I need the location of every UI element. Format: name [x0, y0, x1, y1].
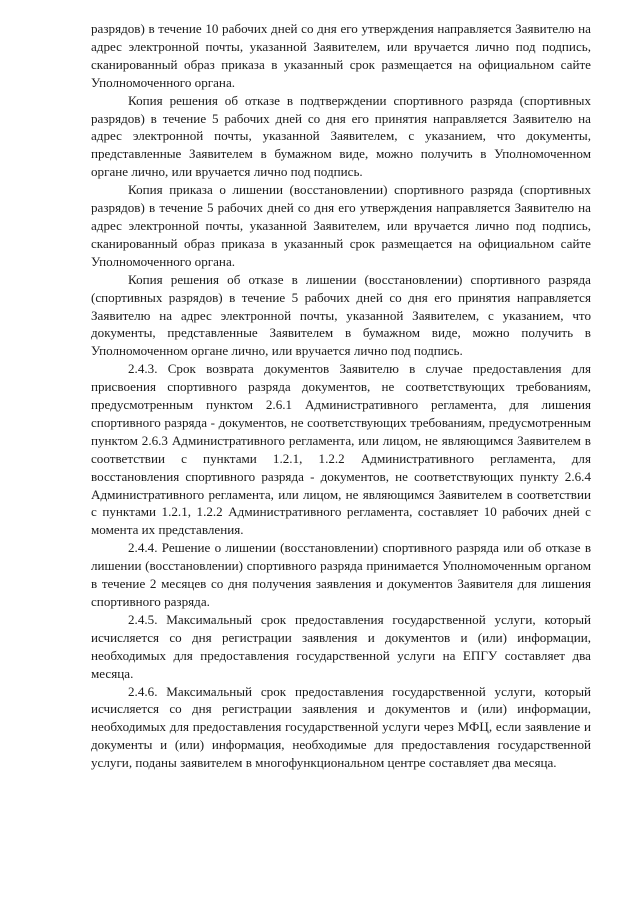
- paragraph-result-delivery: разрядов) в течение 10 рабочих дней со дня его утверждения направляется Заявителю на адрес электронной почты, указанной Заявителем, или вручается лично под подпись, сканированный образ приказа в указанный срок размещается на официальном сайте Уполномоченного органа.: [91, 21, 591, 90]
- paragraph-2-4-6: 2.4.6. Максимальный срок предоставления государственной услуги, который исчисляется со дня регистрации заявления и документов и (или) информации, необходимых для предоставления государственной услуги через МФЦ, если заявление и документы и (или) информация, необходимые для предоставления государственной услуги, поданы заявителем в многофункциональном центре составляет два месяца.: [91, 683, 591, 771]
- paragraph-2-4-3: 2.4.3. Срок возврата документов Заявителю в случае предоставления для присвоения спортивного разряда документов, не соответствующих требованиям, предусмотренным пунктом 2.6.1 Административного регламента, для лишения спортивного разряда - документов, не соответствующих требованиям, предусмотренным пунктом 2.6.3 Административного регламента, или лицом, не являющимся Заявителем в соответствии с пунктами 1.2.1, 1.2.2 Административного регламента, для восстановления спортивного разряда - документов, не соответствующих пункту 2.6.4 Административного регламента, или лицом, не являющимся Заявителем в соответствии с пунктами 1.2.1, 1.2.2 Административного регламента, составляет 10 рабочих дней с момента их представления.: [91, 361, 591, 538]
- paragraph-2-4-4: 2.4.4. Решение о лишении (восстановлении) спортивного разряда или об отказе в лишении (восстановлении) спортивного разряда принимается Уполномоченным органом в течение 2 месяцев со дня получения заявления и документов Заявителя для лишения спортивного разряда.: [91, 540, 591, 609]
- paragraph-2-4-5: 2.4.5. Максимальный срок предоставления государственной услуги, который исчисляется со дня регистрации заявления и документов и (или) информации, необходимых для предоставления государственной услуги на ЕПГУ составляет два месяца.: [91, 611, 591, 681]
- document-page: [91, 20, 591, 772]
- paragraph-refusal-deprivation: Копия решения об отказе в лишении (восстановлении) спортивного разряда (спортивных разрядов) в течение 5 рабочих дней со дня его принятия направляется Заявителю на адрес электронной почты, указанной Заявителем, с указанием, что документы, представленные Заявителем в бумажном виде, можно получить в Уполномоченном органе лично, или вручается лично под подпись.: [91, 271, 591, 359]
- paragraph-deprivation-order: Копия приказа о лишении (восстановлении) спортивного разряда (спортивных разрядов) в течение 5 рабочих дней со дня его утверждения направляется Заявителю на адрес электронной почты, указанной Заявителем, или вручается лично под подпись, сканированный образ приказа в указанный срок размещается на официальном сайте Уполномоченного органа.: [91, 182, 591, 269]
- paragraph-refusal-confirmation: Копия решения об отказе в подтверждении спортивного разряда (спортивных разрядов) в течение 5 рабочих дней со дня его принятия направляется Заявителю на адрес электронной почты, указанной Заявителем, с указанием, что документы, представленные Заявителем в бумажном виде, можно получить в Уполномоченном органе лично, или вручается лично под подпись.: [91, 92, 591, 180]
